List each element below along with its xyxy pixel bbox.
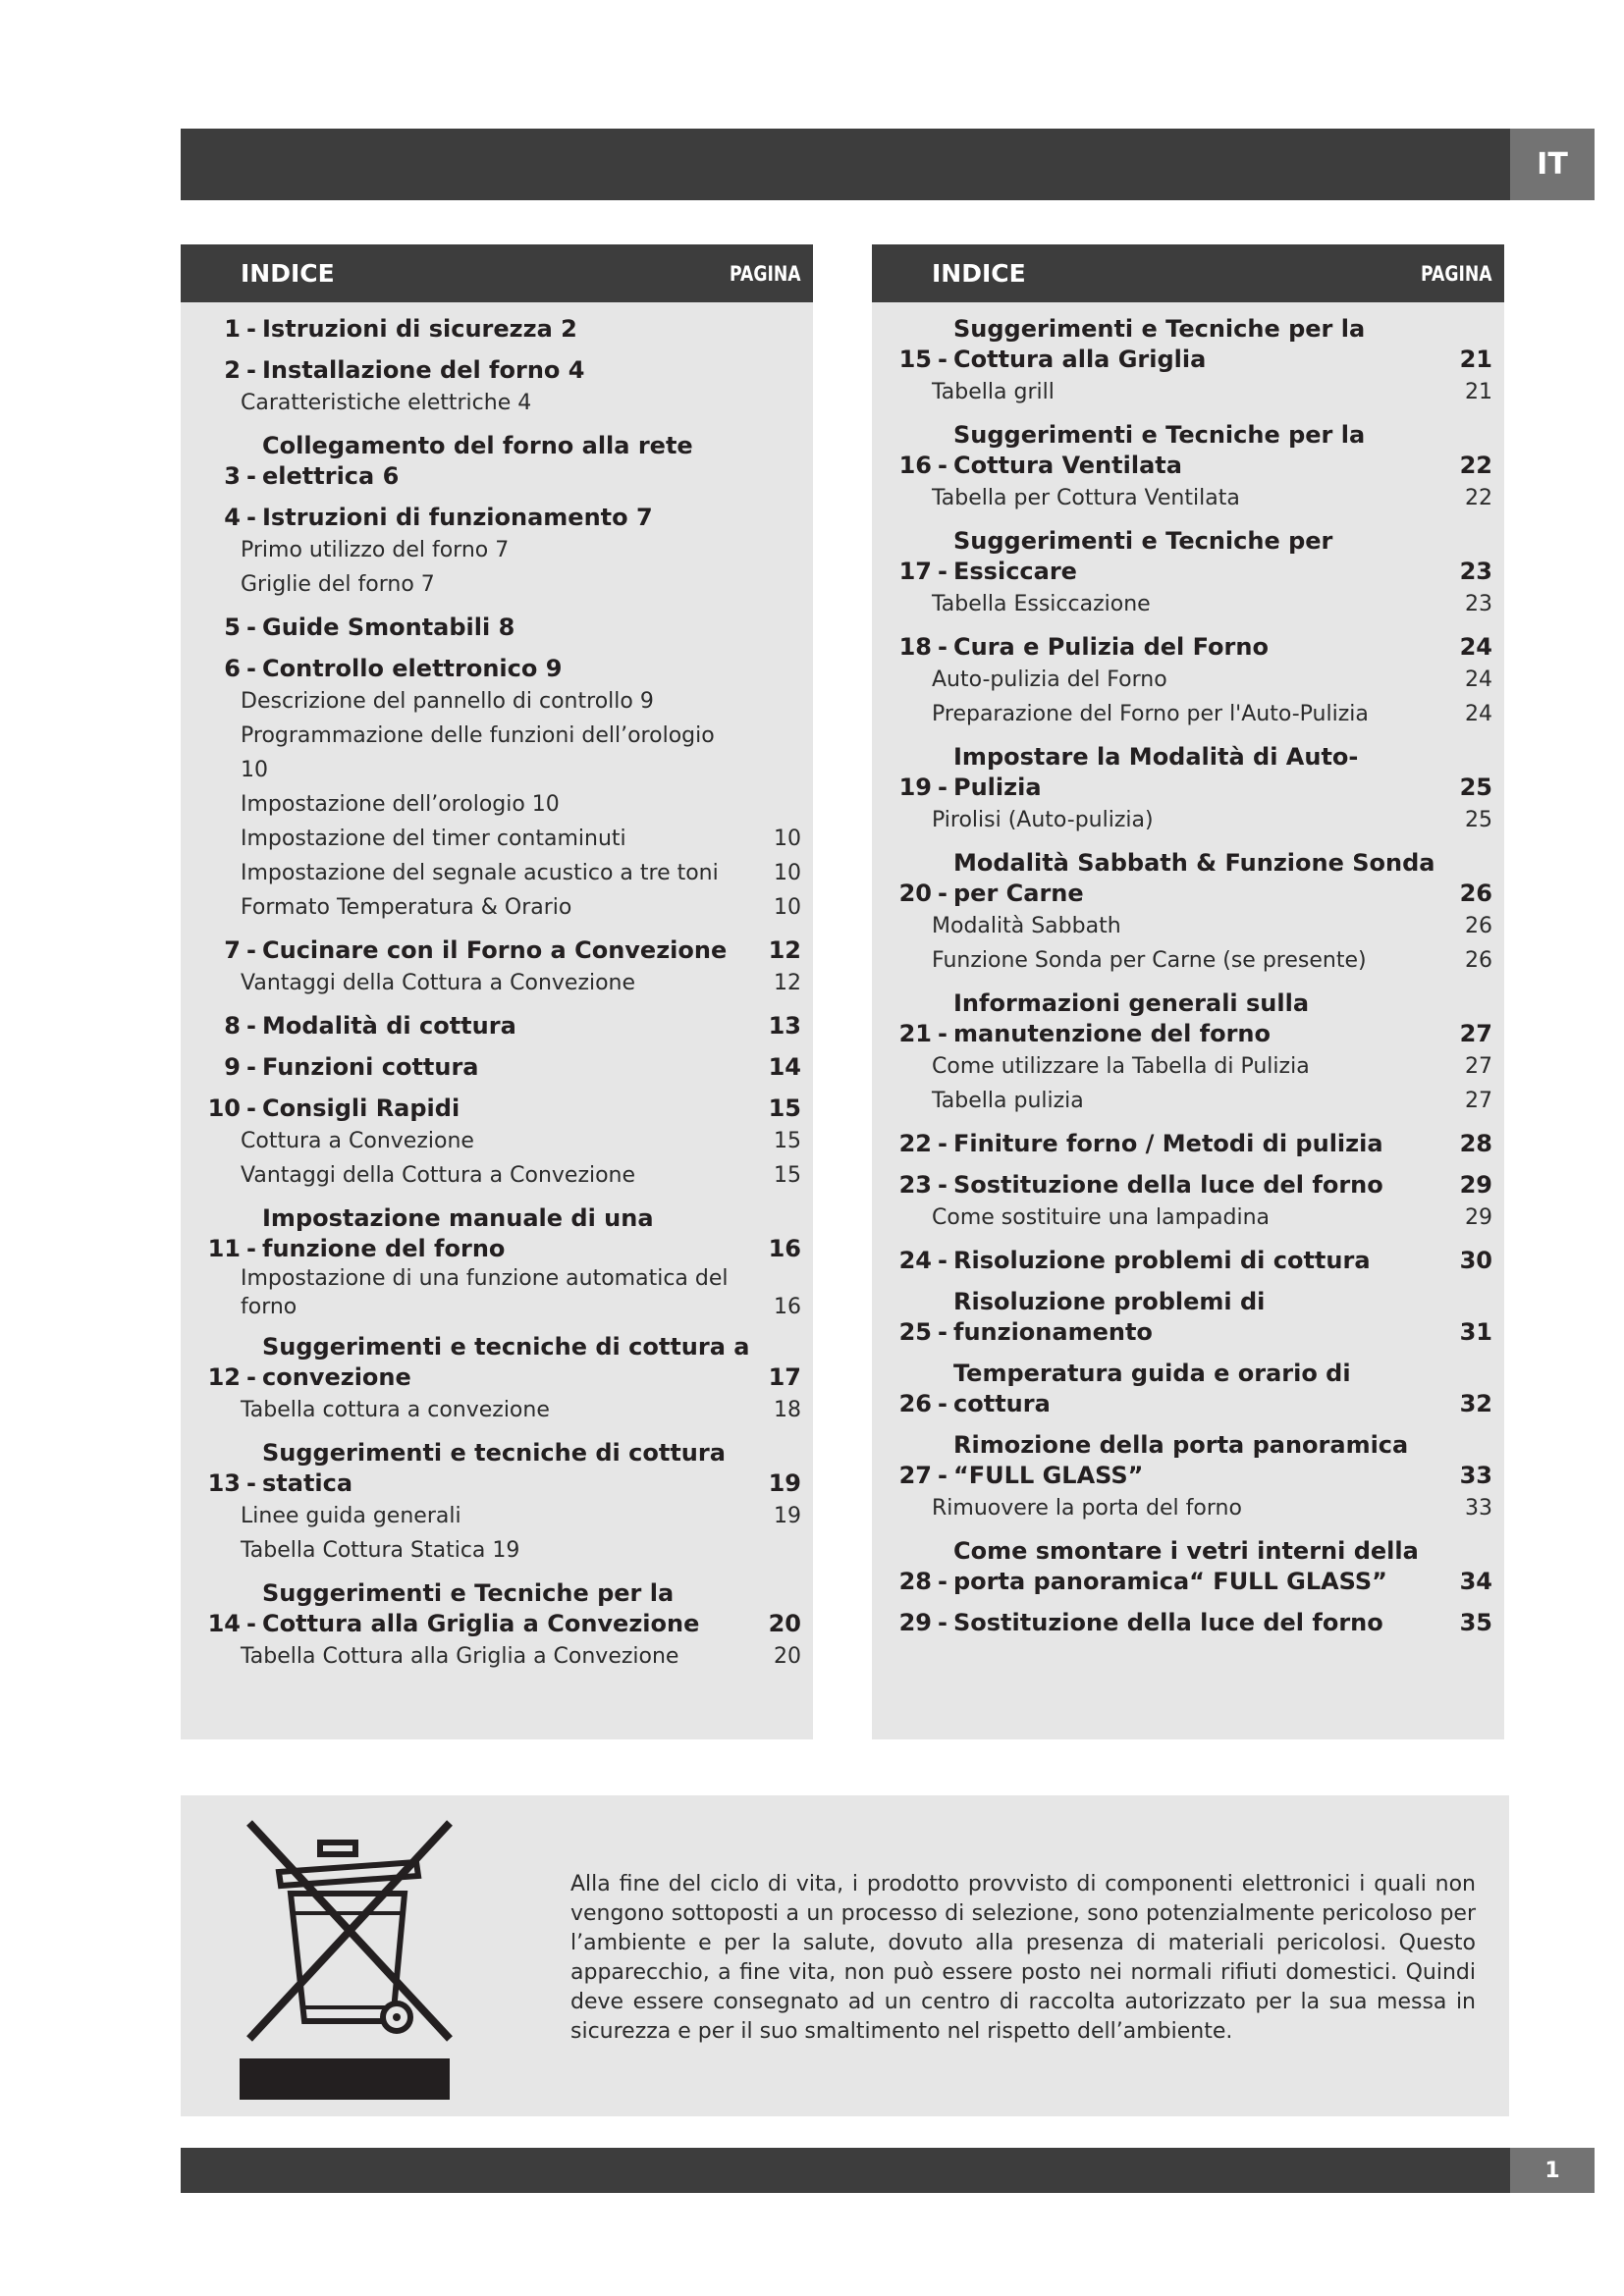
- toc-entry-title: Guide Smontabili 8: [262, 614, 515, 641]
- toc-right-header: [872, 244, 1504, 302]
- toc-entry: [872, 742, 1492, 837]
- toc-entry: [872, 1359, 1492, 1419]
- toc-entry-title: Suggerimenti e Tecniche per la Cottura alla Griglia: [953, 315, 1366, 373]
- toc-entry-title: Suggerimenti e Tecniche per la Cottura alla Griglia a Convezione: [262, 1579, 700, 1637]
- toc-entry-title: Informazioni generali sulla manutenzione del forno: [953, 989, 1310, 1047]
- toc-heading: INDICE: [241, 259, 335, 288]
- toc-entry-row: [872, 1536, 1492, 1597]
- toc-entry: [181, 1332, 801, 1427]
- toc-entry: [181, 1578, 801, 1674]
- toc-entry-page: 32: [1459, 1390, 1492, 1417]
- toc-entry-row: [872, 1608, 1492, 1638]
- toc-entry-row: [872, 1129, 1492, 1159]
- toc-subentry: [872, 587, 1492, 621]
- toc-subentry: [181, 386, 801, 420]
- toc-entry-row: [181, 503, 801, 533]
- toc-entry-number: 14: [207, 1610, 241, 1637]
- toc-subentry: [181, 1639, 801, 1674]
- toc-subentry: [181, 966, 801, 1000]
- toc-subentry: [181, 787, 801, 822]
- toc-entry-title: Impostare la Modalità di Auto-Pulizia: [953, 743, 1359, 801]
- toc-entry-page: 26: [1459, 880, 1492, 907]
- toc-subentry-text: Caratteristiche elettriche 4: [241, 391, 532, 415]
- disposal-notice: [181, 1795, 1509, 2116]
- toc-entry-dash: -: [938, 774, 947, 801]
- toc-entry: [181, 1011, 801, 1041]
- toc-entry-row: [181, 613, 801, 643]
- toc-entry-dash: -: [938, 1318, 947, 1346]
- toc-entry-row: [872, 1287, 1492, 1348]
- toc-entry-title: Funzioni cottura: [262, 1053, 479, 1081]
- toc-subentry: [872, 1084, 1492, 1118]
- toc-subentry-text: Formato Temperatura & Orario: [241, 895, 572, 920]
- toc-subentry: [181, 822, 801, 856]
- toc-entry: [872, 420, 1492, 515]
- toc-subentry-text: Funzione Sonda per Carne (se presente): [932, 948, 1367, 973]
- toc-subentry: [181, 890, 801, 925]
- crossed-out-wheelie-bin-icon: [240, 1815, 465, 2100]
- toc-entry-row: [181, 1578, 801, 1639]
- toc-entry-row: [181, 1011, 801, 1041]
- page-number: 1: [1510, 2148, 1595, 2193]
- toc-entry-number: 21: [898, 1020, 932, 1047]
- toc-entry-page: 12: [768, 936, 801, 964]
- toc-entry-title: Temperatura guida e orario di cottura: [953, 1360, 1351, 1417]
- toc-entry-number: 27: [898, 1462, 932, 1489]
- toc-entry-number: 7: [224, 936, 241, 964]
- toc-entry-title: Suggerimenti e tecniche di cottura statica: [262, 1439, 726, 1497]
- toc-entry-number: 12: [207, 1363, 241, 1391]
- toc-entry-row: [872, 1170, 1492, 1201]
- footer-bar: [181, 2148, 1510, 2193]
- toc-entry-number: 28: [898, 1568, 932, 1595]
- toc-subentry-page: 26: [1465, 914, 1492, 938]
- toc-entry-dash: -: [246, 356, 256, 384]
- toc-entry-number: 20: [898, 880, 932, 907]
- toc-entry-dash: -: [246, 315, 256, 343]
- toc-entry-number: 13: [207, 1469, 241, 1497]
- toc-entry-page: 13: [768, 1012, 801, 1040]
- toc-entry: [872, 1129, 1492, 1159]
- toc-entry-dash: -: [246, 504, 256, 531]
- toc-subentry-text: Modalità Sabbath: [932, 914, 1121, 938]
- toc-entry: [872, 1246, 1492, 1276]
- toc-entry-row: [872, 632, 1492, 663]
- toc-entry-row: [872, 420, 1492, 481]
- toc-subentry: [872, 803, 1492, 837]
- toc-subentry: [872, 375, 1492, 409]
- toc-subentry-text: Linee guida generali: [241, 1504, 461, 1528]
- toc-entry-dash: -: [246, 1053, 256, 1081]
- toc-entry-number: 24: [898, 1247, 932, 1274]
- toc-entry-title: Risoluzione problemi di cottura: [953, 1247, 1371, 1274]
- toc-entry-title: Come smontare i vetri interni della porta panoramica“ FULL GLASS”: [953, 1537, 1419, 1595]
- toc-subentry-text: Tabella cottura a convezione: [241, 1398, 550, 1422]
- toc-entry-row: [181, 355, 801, 386]
- toc-entry-page: 16: [768, 1235, 801, 1262]
- toc-entry-number: 3: [224, 462, 241, 490]
- toc-subentry: [181, 1499, 801, 1533]
- toc-entry-row: [872, 742, 1492, 803]
- toc-entry-title: Consigli Rapidi: [262, 1095, 460, 1122]
- toc-entry-number: 1: [224, 315, 241, 343]
- toc-subentry-page: 24: [1465, 702, 1492, 726]
- toc-entry-dash: -: [938, 1462, 947, 1489]
- toc-entry-row: [181, 1052, 801, 1083]
- toc-entry: [181, 1094, 801, 1193]
- toc-entry-page: 33: [1459, 1462, 1492, 1489]
- toc-entry-number: 29: [898, 1609, 932, 1636]
- toc-entry-row: [181, 314, 801, 345]
- toc-entry: [872, 1287, 1492, 1348]
- toc-subentry: [181, 1533, 801, 1568]
- toc-entry: [872, 632, 1492, 731]
- toc-entry-dash: -: [938, 1247, 947, 1274]
- toc-subentry-page: 10: [774, 827, 801, 851]
- toc-subentry-text: Tabella pulizia: [932, 1089, 1084, 1113]
- toc-entry-number: 6: [224, 655, 241, 682]
- toc-subentry: [181, 856, 801, 890]
- toc-entry-dash: -: [246, 1012, 256, 1040]
- toc-subentry-text: Impostazione del timer contaminuti: [241, 827, 626, 851]
- toc-entry-page: 29: [1459, 1171, 1492, 1199]
- toc-subentry-text: Impostazione dell’orologio 10: [241, 792, 560, 817]
- toc-subentry-text: Come utilizzare la Tabella di Pulizia: [932, 1054, 1310, 1079]
- toc-entry-title: Sostituzione della luce del forno: [953, 1171, 1383, 1199]
- toc-subentry-text: Griglie del forno 7: [241, 572, 435, 597]
- toc-entry: [181, 355, 801, 420]
- toc-subentry-page: 21: [1465, 380, 1492, 404]
- toc-entry-dash: -: [246, 1610, 256, 1637]
- toc-entry-page: 23: [1459, 558, 1492, 585]
- toc-entry-dash: -: [246, 1095, 256, 1122]
- toc-entry-page: 34: [1459, 1568, 1492, 1595]
- toc-entry-page: 35: [1459, 1609, 1492, 1636]
- toc-subentry-text: Primo utilizzo del forno 7: [241, 538, 510, 562]
- toc-entry-title: Suggerimenti e Tecniche per Essiccare: [953, 527, 1333, 585]
- toc-entry-dash: -: [938, 1609, 947, 1636]
- toc-subentry-page: 26: [1465, 948, 1492, 973]
- toc-entry: [872, 1608, 1492, 1638]
- toc-subentry-page: 10: [774, 861, 801, 885]
- toc-entry-number: 5: [224, 614, 241, 641]
- toc-entry-title: Istruzioni di sicurezza 2: [262, 315, 577, 343]
- toc-subentry-page: 33: [1465, 1496, 1492, 1521]
- toc-entry-page: 28: [1459, 1130, 1492, 1157]
- toc-subentry-text: Rimuovere la porta del forno: [932, 1496, 1242, 1521]
- toc-entry-page: 21: [1459, 346, 1492, 373]
- toc-entry-number: 10: [207, 1095, 241, 1122]
- toc-subentry: [181, 1393, 801, 1427]
- toc-subentry: [872, 663, 1492, 697]
- toc-entry-dash: -: [246, 614, 256, 641]
- toc-subentry-text: Tabella Cottura Statica 19: [241, 1538, 520, 1563]
- toc-entry-title: Collegamento del forno alla rete elettrica 6: [262, 432, 693, 490]
- toc-entry: [872, 988, 1492, 1118]
- toc-entry-dash: -: [246, 1469, 256, 1497]
- toc-subentry-text: Tabella Essiccazione: [932, 592, 1151, 616]
- toc-subentry: [181, 1264, 801, 1321]
- toc-entry-title: Installazione del forno 4: [262, 356, 585, 384]
- toc-subentry-text: Impostazione di una funzione automatica del forno: [241, 1266, 729, 1319]
- toc-left: [181, 244, 813, 1739]
- toc-entry: [181, 935, 801, 1000]
- toc-entry-page: 19: [768, 1469, 801, 1497]
- toc-subentry-page: 15: [774, 1163, 801, 1188]
- toc-entry-number: 26: [898, 1390, 932, 1417]
- toc-entry-number: 11: [207, 1235, 241, 1262]
- toc-subentry-text: Descrizione del pannello di controllo 9: [241, 689, 654, 714]
- toc-entry-page: 17: [768, 1363, 801, 1391]
- toc-entry-dash: -: [246, 462, 256, 490]
- toc-entry: [181, 431, 801, 492]
- toc-entry: [181, 654, 801, 925]
- toc-subentry-page: 15: [774, 1129, 801, 1153]
- toc-subentry: [872, 1491, 1492, 1525]
- toc-left-list: [181, 302, 813, 1674]
- toc-subentry-text: Impostazione del segnale acustico a tre toni: [241, 861, 719, 885]
- toc-subentry-page: 19: [774, 1504, 801, 1528]
- toc-entry-page: 22: [1459, 452, 1492, 479]
- toc-entry-number: 9: [224, 1053, 241, 1081]
- toc-entry-dash: -: [938, 452, 947, 479]
- toc-entry-title: Suggerimenti e Tecniche per la Cottura Ventilata: [953, 421, 1366, 479]
- toc-entry-dash: -: [246, 936, 256, 964]
- toc-entry-dash: -: [938, 880, 947, 907]
- toc-subentry: [872, 909, 1492, 943]
- toc-subentry-text: Cottura a Convezione: [241, 1129, 474, 1153]
- toc-entry-dash: -: [938, 1568, 947, 1595]
- toc-entry-row: [181, 1332, 801, 1393]
- toc-subentry: [181, 567, 801, 602]
- toc-entry-number: 18: [898, 633, 932, 661]
- toc-subentry-text: Pirolisi (Auto-pulizia): [932, 808, 1154, 832]
- toc-entry-page: 31: [1459, 1318, 1492, 1346]
- toc-subentry: [181, 1158, 801, 1193]
- toc-subentry-page: 18: [774, 1398, 801, 1422]
- toc-right: [872, 244, 1504, 1739]
- toc-entry-row: [181, 935, 801, 966]
- toc-subentry-page: 20: [774, 1644, 801, 1669]
- toc-entry-title: Finiture forno / Metodi di pulizia: [953, 1130, 1383, 1157]
- toc-entry: [181, 1203, 801, 1321]
- toc-entry-title: Istruzioni di funzionamento 7: [262, 504, 653, 531]
- toc-subentry: [181, 1124, 801, 1158]
- toc-entry-row: [872, 526, 1492, 587]
- toc-heading: INDICE: [932, 259, 1026, 288]
- toc-entry: [181, 1438, 801, 1568]
- toc-page-heading: PAGINA: [730, 261, 801, 286]
- toc-subentry-text: Auto-pulizia del Forno: [932, 667, 1167, 692]
- toc-subentry-page: 27: [1465, 1054, 1492, 1079]
- toc-entry-number: 2: [224, 356, 241, 384]
- toc-subentry-text: Tabella Cottura alla Griglia a Convezione: [241, 1644, 679, 1669]
- toc-entry-dash: -: [938, 346, 947, 373]
- toc-entry-page: 25: [1459, 774, 1492, 801]
- toc-entry-number: 8: [224, 1012, 241, 1040]
- toc-subentry-text: Tabella grill: [932, 380, 1055, 404]
- toc-entry-title: Rimozione della porta panoramica “FULL GLASS”: [953, 1431, 1409, 1489]
- toc-page-heading: PAGINA: [1421, 261, 1492, 286]
- toc-subentry: [872, 697, 1492, 731]
- toc-entry-page: 14: [768, 1053, 801, 1081]
- toc-entry-number: 16: [898, 452, 932, 479]
- toc-subentry-page: 22: [1465, 486, 1492, 510]
- toc-entry-row: [181, 1094, 801, 1124]
- toc-entry-row: [872, 314, 1492, 375]
- toc-right-list: [872, 302, 1504, 1638]
- toc-subentry-page: 16: [774, 1295, 801, 1319]
- toc-left-header: [181, 244, 813, 302]
- toc-entry: [181, 613, 801, 643]
- toc-subentry-page: 29: [1465, 1205, 1492, 1230]
- toc-entry: [872, 1170, 1492, 1235]
- disposal-text: Alla fine del ciclo di vita, i prodotto provvisto di componenti elettronici i quali non vengono sottoposti a un processo di selezione, sono potenzialmente pericoloso per l’ambiente e per la salute, dovuto alla presenza di materiali pericolosi. Questo apparecchio, a fine vita, non può essere posto nei normali rifiuti domestici. Quindi deve essere consegnato ad un centro di raccolta autorizzato per la sua messa in sicurezza e per il suo smaltimento nel rispetto dell’ambiente.: [570, 1872, 1476, 2044]
- toc-entry-title: Modalità Sabbath & Funzione Sonda per Carne: [953, 849, 1435, 907]
- toc-entry-number: 15: [898, 346, 932, 373]
- language-tab: IT: [1510, 129, 1595, 200]
- toc-subentry: [872, 1201, 1492, 1235]
- toc-subentry-page: 24: [1465, 667, 1492, 692]
- toc-entry-page: 20: [768, 1610, 801, 1637]
- toc-subentry-page: 12: [774, 971, 801, 995]
- toc-entry-dash: -: [246, 1363, 256, 1391]
- toc-subentry-page: 10: [774, 895, 801, 920]
- toc-entry-dash: -: [246, 1235, 256, 1262]
- toc-entry: [872, 1536, 1492, 1597]
- toc-entry-title: Cucinare con il Forno a Convezione: [262, 936, 728, 964]
- toc-entry-row: [181, 431, 801, 492]
- toc-entry-dash: -: [938, 1390, 947, 1417]
- toc-entry-title: Risoluzione problemi di funzionamento: [953, 1288, 1266, 1346]
- toc-entry: [181, 1052, 801, 1083]
- toc-entry-number: 4: [224, 504, 241, 531]
- toc-entry-number: 19: [898, 774, 932, 801]
- toc-entry-row: [181, 1203, 801, 1264]
- toc-subentry: [181, 533, 801, 567]
- toc-subentry-text: Tabella per Cottura Ventilata: [932, 486, 1240, 510]
- toc-subentry-page: 27: [1465, 1089, 1492, 1113]
- toc-entry-page: 15: [768, 1095, 801, 1122]
- toc-entry: [872, 1430, 1492, 1525]
- toc-entry-title: Cura e Pulizia del Forno: [953, 633, 1269, 661]
- toc-entry-number: 17: [898, 558, 932, 585]
- toc-entry: [181, 503, 801, 602]
- toc-entry-dash: -: [938, 633, 947, 661]
- toc-subentry: [872, 481, 1492, 515]
- toc-subentry-text: Preparazione del Forno per l'Auto-Pulizia: [932, 702, 1369, 726]
- toc-entry-row: [872, 1359, 1492, 1419]
- header-bar: [181, 129, 1510, 200]
- toc-entry-dash: -: [938, 1020, 947, 1047]
- toc-entry-row: [181, 654, 801, 684]
- toc-entry-row: [872, 1430, 1492, 1491]
- toc-subentry: [181, 684, 801, 719]
- toc-subentry: [872, 943, 1492, 978]
- toc-entry-number: 23: [898, 1171, 932, 1199]
- toc-entry-title: Impostazione manuale di una funzione del forno: [262, 1204, 654, 1262]
- toc-entry-page: 30: [1459, 1247, 1492, 1274]
- toc-entry-title: Suggerimenti e tecniche di cottura a convezione: [262, 1333, 750, 1391]
- toc-subentry-page: 23: [1465, 592, 1492, 616]
- toc-entry-dash: -: [938, 1171, 947, 1199]
- toc-subentry: [872, 1049, 1492, 1084]
- toc-entry-number: 25: [898, 1318, 932, 1346]
- toc-entry: [872, 526, 1492, 621]
- toc-entry-row: [872, 988, 1492, 1049]
- toc-entry-page: 27: [1459, 1020, 1492, 1047]
- toc-entry: [872, 314, 1492, 409]
- toc-entry-dash: -: [246, 655, 256, 682]
- toc-subentry: [181, 719, 801, 787]
- toc-entry: [872, 848, 1492, 978]
- toc-entry-dash: -: [938, 1130, 947, 1157]
- toc-entry-dash: -: [938, 558, 947, 585]
- toc-entry-row: [872, 1246, 1492, 1276]
- toc-entry-number: 22: [898, 1130, 932, 1157]
- toc-entry-title: Sostituzione della luce del forno: [953, 1609, 1383, 1636]
- toc-entry-page: 24: [1459, 633, 1492, 661]
- toc-entry-title: Controllo elettronico 9: [262, 655, 563, 682]
- toc-entry-row: [872, 848, 1492, 909]
- toc-subentry-text: Programmazione delle funzioni dell’orologio 10: [241, 723, 715, 782]
- toc-entry: [181, 314, 801, 345]
- toc-subentry-page: 25: [1465, 808, 1492, 832]
- toc-subentry-text: Come sostituire una lampadina: [932, 1205, 1271, 1230]
- toc-subentry-text: Vantaggi della Cottura a Convezione: [241, 971, 636, 995]
- toc-entry-row: [181, 1438, 801, 1499]
- toc-subentry-text: Vantaggi della Cottura a Convezione: [241, 1163, 636, 1188]
- toc-entry-title: Modalità di cottura: [262, 1012, 516, 1040]
